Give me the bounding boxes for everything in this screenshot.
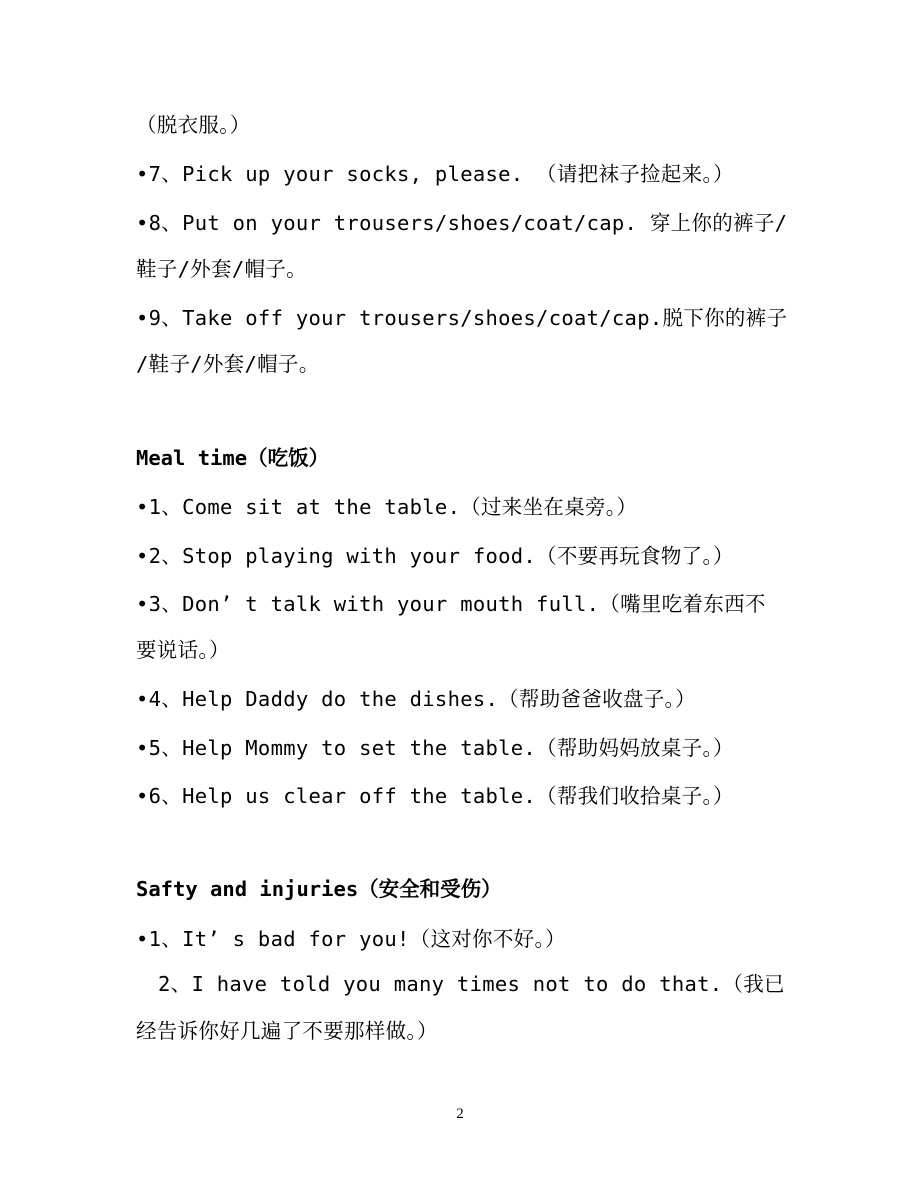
meal-item-2: •2、Stop playing with your food.（不要再玩食物了。） — [136, 544, 734, 568]
dressing-item-8-line-1: •8、Put on your trousers/shoes/coat/cap. 穿上你的裤子/ — [136, 211, 788, 235]
safety-heading: Safty and injuries（安全和受伤） — [136, 877, 502, 901]
meal-item-3-line-2: 要说话。） — [136, 638, 230, 662]
meal-item-6: •6、Help us clear off the table.（帮我们收拾桌子。） — [136, 784, 734, 808]
dressing-item-7: •7、Pick up your socks, please. （请把袜子捡起来。） — [136, 162, 734, 186]
meal-item-3-line-1: •3、Don’ t talk with your mouth full.（嘴里吃着东西不 — [136, 592, 766, 616]
meal-item-5: •5、Help Mommy to set the table.（帮助妈妈放桌子。） — [136, 736, 734, 760]
page-number: 2 — [456, 1106, 464, 1122]
dressing-line-undress: （脱衣服。） — [136, 113, 251, 137]
dressing-item-8-line-2: 鞋子/外套/帽子。 — [136, 257, 307, 281]
safety-item-2-line-2: 经告诉你好几遍了不要那样做。） — [136, 1019, 438, 1043]
meal-item-1: •1、Come sit at the table.（过来坐在桌旁。） — [136, 495, 638, 519]
meal-item-4: •4、Help Daddy do the dishes.（帮助爸爸收盘子。） — [136, 687, 696, 711]
dressing-item-9-line-1: •9、Take off your trousers/shoes/coat/cap.脱下你的裤子 — [136, 306, 788, 330]
safety-item-1: •1、It’ s bad for you!（这对你不好。） — [136, 927, 566, 951]
dressing-item-9-line-2: /鞋子/外套/帽子。 — [136, 352, 320, 376]
meal-time-heading: Meal time（吃饭） — [136, 446, 330, 470]
safety-item-2-line-1: 2、I have told you many times not to do that.（我已 — [158, 972, 785, 996]
